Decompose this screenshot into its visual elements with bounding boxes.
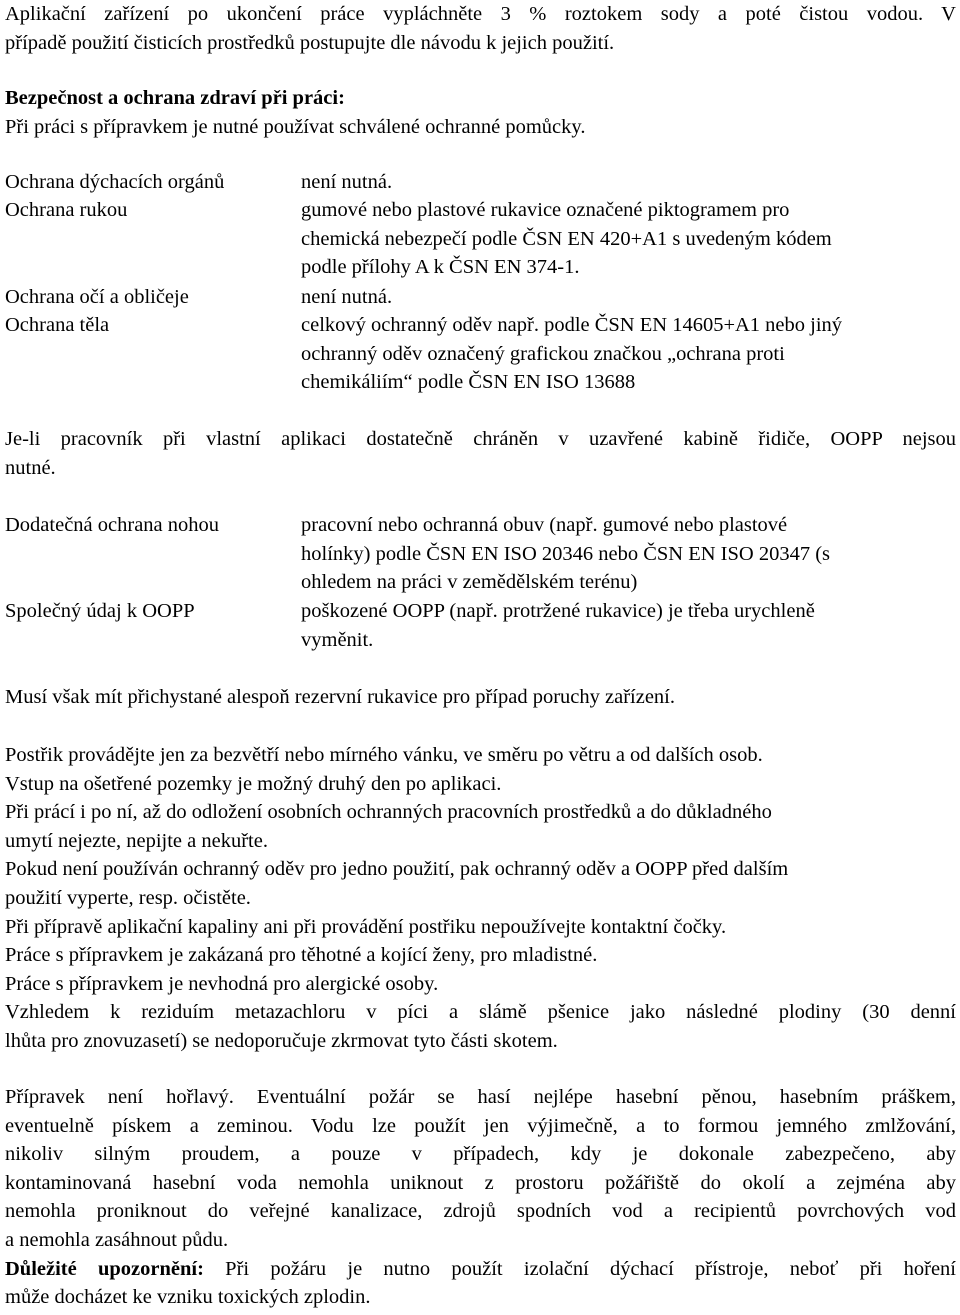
instruction-line: Práce s přípravkem je nevhodná pro alergické osoby.	[5, 972, 439, 995]
ppe-value-line: chemikáliím“ podle ČSN EN ISO 13688	[301, 371, 636, 394]
fire-warning-line	[5, 1255, 956, 1284]
ppe-label: Ochrana těla	[5, 314, 110, 336]
section-subheading: Při práci s přípravkem je nutné používat schválené ochranné pomůcky.	[5, 115, 586, 138]
intro-line: případě použití čisticích prostředků postupujte dle návodu k jejich použití.	[5, 31, 615, 54]
ppe-value-line: vyměnit.	[301, 628, 374, 651]
ppe-row-body	[5, 311, 956, 397]
ppe-value-line: ochranný oděv označený grafickou značkou „ochrana proti	[301, 342, 785, 365]
intro-paragraph	[5, 0, 956, 57]
fire-line: nikoliv silným proudem, a pouze v případech, kdy je dokonale zabezpečeno, aby	[5, 1143, 956, 1166]
fire-warning-line: může docházet ke vzniku toxických zplodin.	[5, 1286, 371, 1309]
instruction-line: Pokud není používán ochranný oděv pro jedno použití, pak ochranný oděv a OOPP před dalším	[5, 858, 789, 881]
fire-warning-text: Při požáru je nutno použít izolační dýchací přístroje, neboť při hoření	[203, 1257, 956, 1280]
ppe-value	[301, 311, 956, 397]
ppe-value-line: podle přílohy A k ČSN EN 374-1.	[301, 256, 580, 279]
fire-warning-label: Důležité upozornění:	[5, 1257, 204, 1280]
ppe-label: Ochrana očí a obličeje	[5, 286, 189, 308]
fire-line: eventuelně pískem a zeminou. Vodu lze použít jen výjimečně, a to formou jemného zmlžování,	[5, 1114, 956, 1137]
fire-line: a nemohla zasáhnout půdu.	[5, 1228, 229, 1251]
gloves-note-line: Musí však mít přichystané alespoň rezervní rukavice pro případ poruchy zařízení.	[5, 686, 676, 708]
ppe-label: Dodatečná ochrana nohou	[5, 514, 220, 536]
instruction-line: Postřik provádějte jen za bezvětří nebo mírného vánku, ve směru po větru a od dalších osob.	[5, 744, 763, 766]
ppe-value	[301, 196, 956, 282]
ppe-value	[301, 168, 956, 197]
instruction-line: Při přípravě aplikační kapaliny ani při provádění postřiku nepoužívejte kontaktní čočky.	[5, 915, 727, 938]
ppe-row-eyes-face	[5, 283, 956, 312]
instruction-line: umytí nejezte, nepijte a nekuřte.	[5, 829, 268, 852]
ppe-row-feet	[5, 511, 956, 597]
cabin-note-line: Je-li pracovník při vlastní aplikaci dostatečně chráněn v uzavřené kabině řidiče, OOPP nejsou	[5, 428, 956, 450]
ppe-value-line: není nutná.	[301, 286, 393, 308]
ppe-value-line: ohledem na práci v zemědělském terénu)	[301, 571, 638, 594]
instruction-line: lhůta pro znovuzasetí) se nedoporučuje zkrmovat tyto části skotem.	[5, 1029, 558, 1052]
ppe-label: Ochrana dýchacích orgánů	[5, 171, 225, 193]
instruction-line: Práce s přípravkem je zakázaná pro těhotné a kojící ženy, pro mladistné.	[5, 944, 598, 967]
ppe-row-respiratory	[5, 168, 956, 197]
ppe-value-line: holínky) podle ČSN EN ISO 20346 nebo ČSN EN ISO 20347 (s	[301, 542, 831, 565]
fire-line: nemohla proniknout do veřejné kanalizace, zdrojů spodních vod a recipientů povrchových vod	[5, 1200, 956, 1223]
ppe-row-common	[5, 597, 956, 654]
cabin-note	[5, 425, 956, 482]
section-heading: Bezpečnost a ochrana zdraví při práci:	[5, 87, 345, 109]
instruction-line: Vzhledem k reziduím metazachloru v píci a slámě pšenice jako následné plodiny (30 denní	[5, 1001, 956, 1024]
ppe-value	[301, 283, 956, 312]
instruction-line: Při prácí i po ní, až do odložení osobních ochranných pracovních prostředků a do důkladného	[5, 801, 772, 824]
ppe-value	[301, 511, 956, 597]
fire-line: kontaminovaná hasební voda nemohla uniknout z prostoru požářiště do okolí a zejména aby	[5, 1171, 956, 1194]
ppe-value-line: chemická nebezpečí podle ČSN EN 420+A1 s uvedeným kódem	[301, 227, 832, 250]
gloves-note	[5, 683, 956, 712]
ppe-value-line: gumové nebo plastové rukavice označené piktogramem pro	[301, 199, 790, 221]
ppe-value-line: poškozené OOPP (např. protržené rukavice) je třeba urychleně	[301, 600, 815, 622]
ppe-value	[301, 597, 956, 654]
ppe-value-line: celkový ochranný oděv např. podle ČSN EN 14605+A1 nebo jiný	[301, 314, 843, 336]
fire-line: Přípravek není hořlavý. Eventuální požár se hasí nejlépe hasební pěnou, hasebním práškem,	[5, 1086, 956, 1108]
instruction-line: použití vyperte, resp. očistěte.	[5, 886, 251, 909]
instructions-block	[5, 741, 956, 1056]
instruction-line: Vstup na ošetřené pozemky je možný druhý den po aplikaci.	[5, 772, 502, 795]
fire-section	[5, 1083, 956, 1312]
ppe-label: Společný údaj k OOPP	[5, 600, 195, 622]
intro-line: Aplikační zařízení po ukončení práce vypláchněte 3 % roztokem sody a poté čistou vodou. V	[5, 3, 956, 25]
ppe-row-hands	[5, 196, 956, 282]
cabin-note-line: nutné.	[5, 456, 56, 479]
safety-section	[5, 84, 956, 141]
ppe-value-line: není nutná.	[301, 171, 393, 193]
ppe-value-line: pracovní nebo ochranná obuv (např. gumové nebo plastové	[301, 514, 788, 536]
ppe-label: Ochrana rukou	[5, 199, 128, 221]
